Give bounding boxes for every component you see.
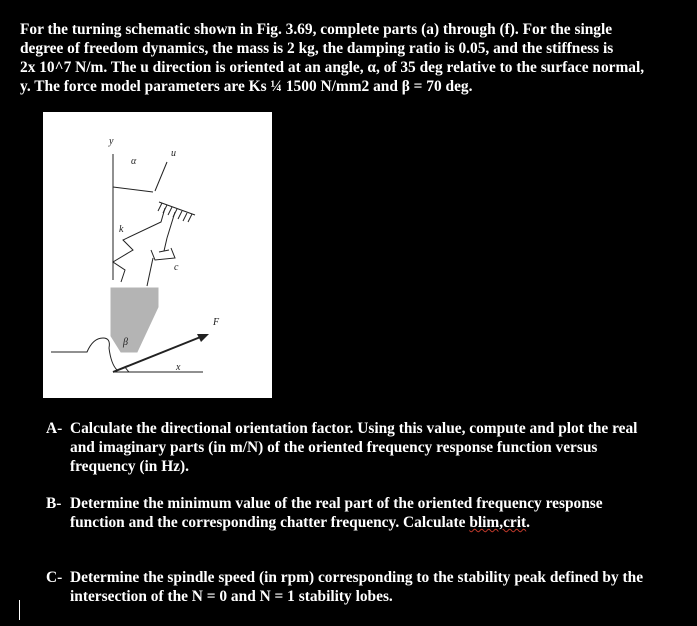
damper-piston-rod	[164, 238, 167, 251]
question-a-line-3: frequency (in Hz).	[70, 458, 189, 475]
spring-k	[113, 208, 165, 282]
label-beta: β	[123, 337, 128, 348]
question-b-line-2-text: function and the corresponding chatter frequency. Calculate	[70, 514, 470, 531]
cutting-tool	[111, 288, 158, 352]
label-alpha: α	[131, 156, 137, 167]
question-c	[46, 568, 666, 606]
workpiece-surface	[51, 338, 109, 352]
damper-rod-bottom	[147, 258, 153, 286]
beta-arc	[125, 367, 129, 372]
question-c-line-2: intersection of the N = 0 and N = 1 stability lobes.	[70, 588, 393, 605]
label-c: c	[174, 262, 179, 273]
label-F: F	[213, 317, 220, 328]
chip-curve	[109, 348, 117, 370]
problem-statement	[20, 20, 680, 96]
question-a-letter: A-	[46, 420, 63, 437]
alpha-reference-line	[113, 187, 153, 192]
u-direction-line	[155, 162, 167, 191]
text-cursor	[19, 600, 20, 620]
question-b-period: .	[526, 514, 531, 531]
blim-crit-term: blim,crit	[469, 514, 527, 531]
question-c-line-1: Determine the spindle speed (in rpm) corresponding to the stability peak defined by the	[70, 569, 644, 586]
label-x: x	[176, 362, 181, 373]
question-a	[46, 419, 666, 476]
label-u: u	[171, 148, 176, 159]
problem-line-4: y. The force model parameters are Ks ¼ 1500 N/mm2 and β = 70 deg.	[20, 78, 473, 95]
problem-line-3: 2x 10^7 N/m. The u direction is oriented at an angle, α, of 35 deg relative to the surface normal,	[20, 59, 645, 76]
problem-line-1: For the turning schematic shown in Fig. 3.69, complete parts (a) through (f). For the single	[20, 21, 613, 38]
question-a-line-1: Calculate the directional orientation factor. Using this value, compute and plot the real	[70, 420, 638, 437]
label-k: k	[119, 224, 124, 235]
question-c-letter: C-	[46, 569, 63, 586]
question-b-line-1: Determine the minimum value of the real part of the oriented frequency response	[70, 495, 603, 512]
question-b-line-2	[70, 513, 666, 532]
question-b	[46, 494, 666, 532]
question-a-line-2: and imaginary parts (in m/N) of the oriented frequency response function versus	[70, 439, 598, 456]
schematic-drawing	[43, 112, 272, 398]
turning-schematic-figure	[43, 112, 272, 398]
damper-rod-top	[167, 212, 175, 238]
damper-cylinder	[151, 248, 175, 260]
label-y: y	[109, 136, 114, 147]
question-b-letter: B-	[46, 495, 62, 512]
problem-line-2: degree of freedom dynamics, the mass is 2 kg, the damping ratio is 0.05, and the stiffness is	[20, 40, 614, 57]
